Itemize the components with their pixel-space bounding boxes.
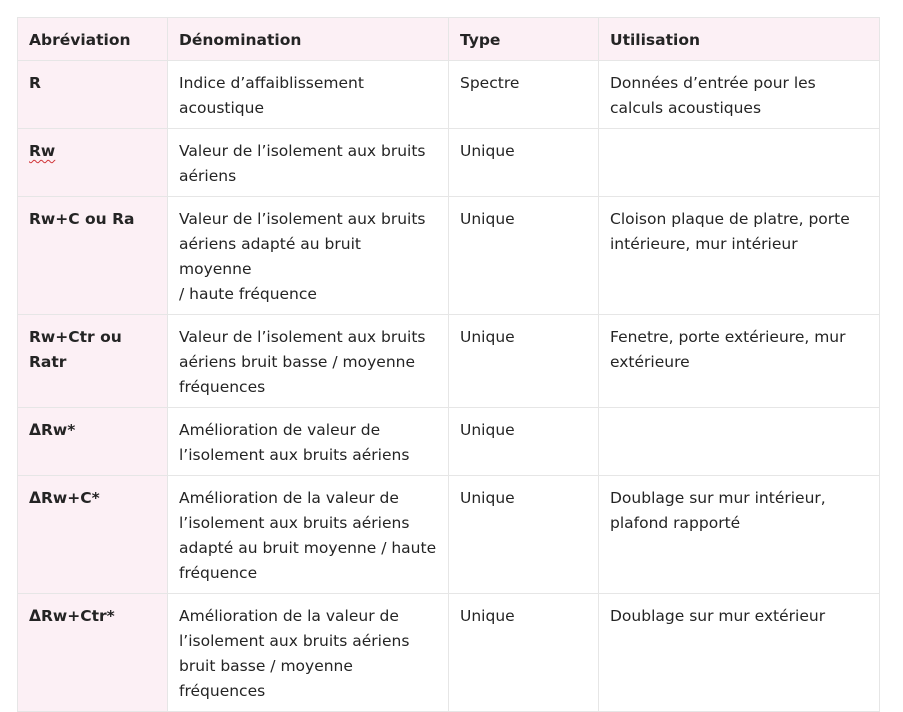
cell-type: Unique: [449, 197, 599, 315]
cell-utilisation: [599, 129, 880, 197]
acoustic-indices-table: [17, 17, 880, 712]
document-body: [17, 17, 879, 712]
cell-denomination: Valeur de l’isolement aux bruits aériens adapté au bruit moyenne / haute fréquence: [168, 197, 449, 315]
cell-denomination: Valeur de l’isolement aux bruits aériens bruit basse / moyenne fréquences: [168, 315, 449, 408]
cell-abbreviation: ΔRw*: [18, 408, 168, 476]
cell-utilisation: Doublage sur mur extérieur: [599, 594, 880, 712]
table-header-row: [18, 18, 880, 61]
cell-denomination: Amélioration de la valeur de l’isolement aux bruits aériens bruit basse / moyenne fréquences: [168, 594, 449, 712]
cell-type: Unique: [449, 315, 599, 408]
cell-denomination: Amélioration de la valeur de l’isolement aux bruits aériens adapté au bruit moyenne / haute fréquence: [168, 476, 449, 594]
cell-abbreviation: R: [18, 61, 168, 129]
header-denomination: Dénomination: [168, 18, 449, 61]
header-utilisation: Utilisation: [599, 18, 880, 61]
header-type: Type: [449, 18, 599, 61]
cell-type: Unique: [449, 594, 599, 712]
table-row: [18, 476, 880, 594]
cell-denomination: Amélioration de valeur de l’isolement aux bruits aériens: [168, 408, 449, 476]
cell-utilisation: Doublage sur mur intérieur, plafond rapporté: [599, 476, 880, 594]
cell-denomination: Valeur de l’isolement aux bruits aériens: [168, 129, 449, 197]
table-row: [18, 129, 880, 197]
abbreviation-text: Rw: [29, 142, 56, 160]
cell-abbreviation: [18, 129, 168, 197]
cell-abbreviation: Rw+Ctr ou Ratr: [18, 315, 168, 408]
cell-utilisation: [599, 408, 880, 476]
table-row: [18, 197, 880, 315]
cell-abbreviation: Rw+C ou Ra: [18, 197, 168, 315]
cell-utilisation: Cloison plaque de platre, porte intérieure, mur intérieur: [599, 197, 880, 315]
cell-type: Spectre: [449, 61, 599, 129]
table-row: [18, 594, 880, 712]
cell-type: Unique: [449, 408, 599, 476]
header-abbreviation: Abréviation: [18, 18, 168, 61]
cell-abbreviation: ΔRw+Ctr*: [18, 594, 168, 712]
cell-type: Unique: [449, 129, 599, 197]
cell-utilisation: Données d’entrée pour les calculs acoustiques: [599, 61, 880, 129]
table-row: [18, 61, 880, 129]
cell-denomination: Indice d’affaiblissement acoustique: [168, 61, 449, 129]
cell-type: Unique: [449, 476, 599, 594]
table-row: [18, 315, 880, 408]
cell-abbreviation: ΔRw+C*: [18, 476, 168, 594]
table-row: [18, 408, 880, 476]
cell-utilisation: Fenetre, porte extérieure, mur extérieure: [599, 315, 880, 408]
